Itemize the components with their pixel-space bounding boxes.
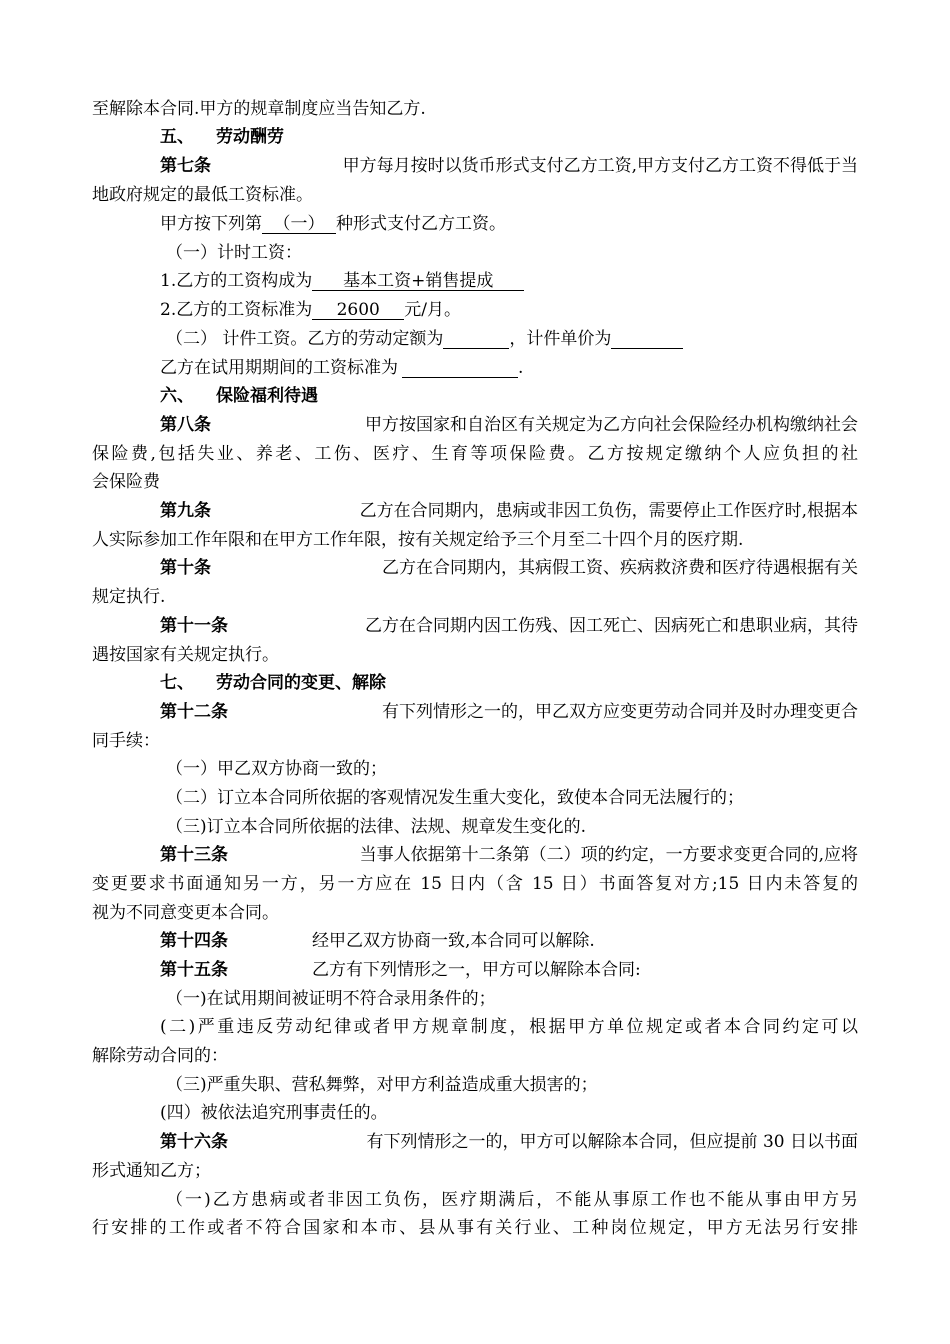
empty-blank	[611, 330, 683, 349]
section-heading-6	[160, 386, 318, 406]
text: 乙方在试用期期间的工资标准为	[160, 358, 398, 378]
article-7	[160, 156, 858, 176]
paragraph-line: 同手续：	[92, 731, 160, 751]
section-number: 五、	[160, 127, 194, 147]
list-item: （一）甲乙双方协商一致的；	[166, 759, 387, 779]
section-heading-7	[160, 673, 386, 693]
article-16	[160, 1132, 858, 1152]
pay-method-line	[160, 214, 506, 234]
list-item: (二)严重违反劳动纪律或者甲方规章制度，根据甲方单位规定或者本合同约定可以	[160, 1017, 858, 1037]
paragraph-line: 变更要求书面通知另一方，另一方应在 15 日内（含 15 日）书面答复对方;15 日内未答复的	[92, 874, 858, 894]
article-text: 乙方在合同期内，患病或非因工负伤，需要停止工作医疗时,根据本	[359, 501, 858, 521]
article-text: 甲方按国家和自治区有关规定为乙方向社会保险经办机构缴纳社会	[365, 415, 858, 435]
list-item: （三)严重失职、营私舞弊，对甲方利益造成重大损害的；	[166, 1075, 598, 1095]
article-text: 经甲乙双方协商一致,本合同可以解除.	[312, 931, 595, 951]
article-label: 第十条	[160, 558, 211, 578]
text: （二） 计件工资。乙方的劳动定额为	[166, 329, 444, 349]
section-title: 劳动合同的变更、解除	[216, 673, 386, 693]
list-item: （二）订立本合同所依据的客观情况发生重大变化，致使本合同无法履行的；	[166, 788, 744, 808]
article-11	[160, 616, 858, 636]
article-text: 乙方有下列情形之一，甲方可以解除本合同:	[312, 960, 641, 980]
article-text: 乙方在合同期内因工伤残、因工死亡、因病死亡和患职业病，其待	[365, 616, 858, 636]
paragraph-line: 视为不同意变更本合同。	[92, 903, 279, 923]
text: 种形式支付乙方工资。	[336, 214, 506, 234]
article-label: 第十五条	[160, 960, 228, 980]
article-10	[160, 558, 858, 578]
text: .	[518, 358, 524, 378]
paragraph-line: 形式通知乙方；	[92, 1161, 211, 1181]
section-title: 劳动酬劳	[216, 127, 284, 147]
list-item: （三)订立本合同所依据的法律、法规、规章发生变化的.	[166, 817, 587, 837]
article-text: 有下列情形之一的，甲乙双方应变更劳动合同并及时办理变更合	[382, 702, 858, 722]
article-text: 有下列情形之一的，甲方可以解除本合同，但应提前 30 日以书面	[366, 1132, 858, 1152]
empty-blank	[443, 330, 509, 349]
article-label: 第十四条	[160, 931, 228, 951]
article-label: 第十二条	[160, 702, 228, 722]
list-item: （一)在试用期间被证明不符合录用条件的；	[166, 989, 496, 1009]
paragraph-line: 遇按国家有关规定执行。	[92, 645, 279, 665]
wage-structure-line	[160, 271, 524, 291]
article-8	[160, 415, 858, 435]
article-15	[160, 960, 641, 980]
article-text: 甲方每月按时以货币形式支付乙方工资,甲方支付乙方工资不得低于当	[342, 156, 858, 176]
paragraph-line: 人实际参加工作年限和在甲方工作年限，按有关规定给予三个月至二十四个月的医疗期.	[92, 530, 744, 550]
paragraph-line: 解除劳动合同的：	[92, 1046, 228, 1066]
article-label: 第十六条	[160, 1132, 228, 1152]
section-heading-5	[160, 127, 284, 147]
article-label: 第十一条	[160, 616, 228, 636]
filled-blank: 2600	[312, 301, 404, 320]
list-item: (四）被依法追究刑事责任的。	[160, 1103, 388, 1123]
article-text: 乙方在合同期内，其病假工资、疾病救济费和医疗待遇根据有关	[382, 558, 858, 578]
paragraph-line: 至解除本合同.甲方的规章制度应当告知乙方.	[92, 99, 426, 119]
list-item: （一)乙方患病或者非因工负伤，医疗期满后，不能从事原工作也不能从事由甲方另	[166, 1190, 858, 1210]
paragraph-line: 行安排的工作或者不符合国家和本市、县从事有关行业、工种岗位规定，甲方无法另行安排	[92, 1218, 858, 1238]
empty-blank	[402, 359, 518, 378]
piece-wage-line	[166, 329, 683, 349]
article-text: 当事人依据第十二条第（二）项的约定，一方要求变更合同的,应将	[359, 845, 858, 865]
article-12	[160, 702, 858, 722]
list-item: （一）计时工资：	[166, 243, 302, 263]
trial-wage-line	[160, 358, 523, 378]
text: 甲方按下列第	[160, 214, 262, 234]
article-label: 第八条	[160, 415, 211, 435]
article-label: 第十三条	[160, 845, 228, 865]
section-number: 七、	[160, 673, 194, 693]
article-9	[160, 501, 858, 521]
paragraph-line: 规定执行.	[92, 587, 166, 607]
text: ，计件单价为	[509, 329, 612, 349]
paragraph-line: 会保险费	[92, 472, 160, 492]
article-14	[160, 931, 595, 951]
filled-blank: （一）	[262, 215, 336, 234]
wage-standard-line	[160, 300, 461, 320]
text: 2.乙方的工资标准为	[160, 300, 313, 320]
article-label: 第七条	[160, 156, 211, 176]
filled-blank: 基本工资+销售提成	[312, 272, 524, 291]
article-label: 第九条	[160, 501, 211, 521]
paragraph-line: 保险费,包括失业、养老、工伤、医疗、生育等项保险费。乙方按规定缴纳个人应负担的社	[92, 444, 858, 464]
section-title: 保险福利待遇	[216, 386, 318, 406]
text: 1.乙方的工资构成为	[160, 271, 313, 291]
paragraph-line: 地政府规定的最低工资标准。	[92, 185, 313, 205]
article-13	[160, 845, 858, 865]
section-number: 六、	[160, 386, 194, 406]
text: 元/月。	[404, 300, 461, 320]
